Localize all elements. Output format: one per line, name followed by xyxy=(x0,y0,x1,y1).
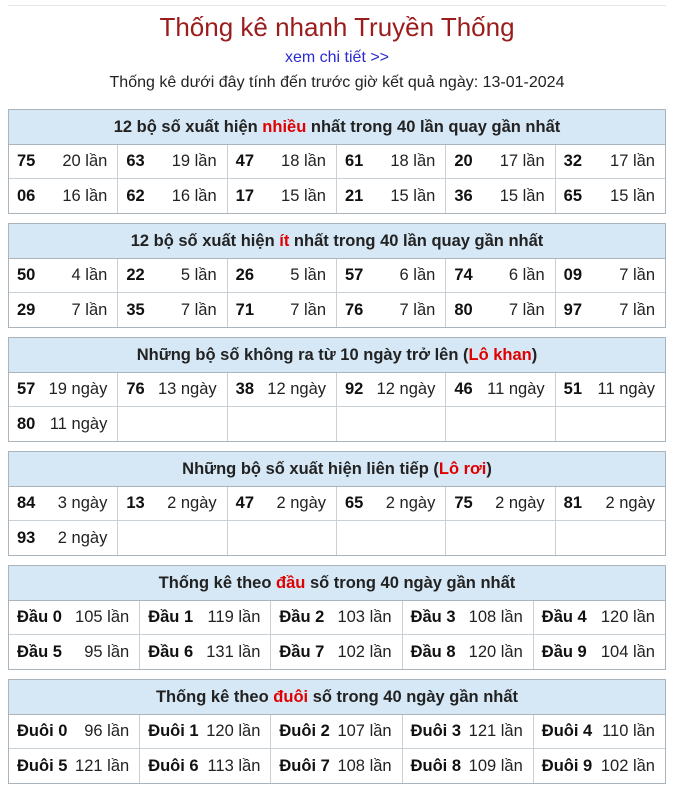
lo-khan-header: Những bộ số không ra từ 10 ngày trở lên (Lô khan) xyxy=(9,338,665,373)
page-title: Thống kê nhanh Truyền Thống xyxy=(159,12,515,42)
stat-cell: 80 11 ngày xyxy=(9,407,118,441)
stat-cell: 62 16 lần xyxy=(118,179,227,213)
highlight-word: ít xyxy=(279,232,290,250)
stat-cell: 51 11 ngày xyxy=(556,373,665,407)
lo-khan-row xyxy=(9,373,665,407)
duoi-table xyxy=(8,679,666,784)
highlight-word: Lô khan xyxy=(468,346,532,364)
lo-roi-row xyxy=(9,487,665,521)
stat-cell: 22 5 lần xyxy=(118,259,227,293)
stat-cell: 46 11 ngày xyxy=(446,373,555,407)
empty-cell xyxy=(228,521,337,555)
stat-cell: Đuôi 1 120 lần xyxy=(140,715,271,749)
stat-cell: 36 15 lần xyxy=(446,179,555,213)
least-frequent-table xyxy=(8,223,666,328)
dau-row xyxy=(9,635,665,669)
empty-cell xyxy=(118,407,227,441)
stat-cell: 75 2 ngày xyxy=(446,487,555,521)
stat-cell: 65 2 ngày xyxy=(337,487,446,521)
stat-cell: 13 2 ngày xyxy=(118,487,227,521)
stat-cell: 84 3 ngày xyxy=(9,487,118,521)
stat-cell: Đầu 7 102 lần xyxy=(271,635,402,669)
stat-cell: Đầu 6 131 lần xyxy=(140,635,271,669)
stat-cell: 76 13 ngày xyxy=(118,373,227,407)
stat-cell: 93 2 ngày xyxy=(9,521,118,555)
stat-cell: 29 7 lần xyxy=(9,293,118,327)
stat-cell: 09 7 lần xyxy=(556,259,665,293)
top-divider xyxy=(8,5,666,6)
most-frequent-table xyxy=(8,109,666,214)
stat-cell: Đuôi 8 109 lần xyxy=(403,749,534,783)
dau-table xyxy=(8,565,666,670)
stat-cell: 63 19 lần xyxy=(118,145,227,179)
stat-cell: 76 7 lần xyxy=(337,293,446,327)
stat-cell: Đầu 3 108 lần xyxy=(403,601,534,635)
stat-cell: 57 6 lần xyxy=(337,259,446,293)
duoi-row xyxy=(9,749,665,783)
highlight-word: đầu xyxy=(276,574,306,592)
empty-cell xyxy=(446,521,555,555)
stat-cell: Đầu 4 120 lần xyxy=(534,601,665,635)
stat-cell: 50 4 lần xyxy=(9,259,118,293)
stat-cell: 32 17 lần xyxy=(556,145,665,179)
stat-cell: 61 18 lần xyxy=(337,145,446,179)
stat-cell: 47 2 ngày xyxy=(228,487,337,521)
stat-cell: 71 7 lần xyxy=(228,293,337,327)
stat-cell: Đầu 0 105 lần xyxy=(9,601,140,635)
page-subtitle: Thống kê dưới đây tính đến trước giờ kết quả ngày: 13-01-2024 xyxy=(109,74,565,91)
detail-link[interactable]: xem chi tiết >> xyxy=(284,49,390,66)
stat-cell: 80 7 lần xyxy=(446,293,555,327)
empty-cell xyxy=(556,521,665,555)
stat-cell: Đuôi 2 107 lần xyxy=(271,715,402,749)
dau-row xyxy=(9,601,665,635)
empty-cell xyxy=(337,521,446,555)
stat-cell: Đầu 8 120 lần xyxy=(403,635,534,669)
stat-cell: 17 15 lần xyxy=(228,179,337,213)
stat-cell: 92 12 ngày xyxy=(337,373,446,407)
stat-cell: Đuôi 5 121 lần xyxy=(9,749,140,783)
least-frequent-header: 12 bộ số xuất hiện ít nhất trong 40 lần quay gần nhất xyxy=(9,224,665,259)
stat-cell: 75 20 lần xyxy=(9,145,118,179)
stat-cell: Đầu 9 104 lần xyxy=(541,642,655,661)
stat-cell: 57 19 ngày xyxy=(9,373,118,407)
stat-cell: 97 7 lần xyxy=(563,300,655,319)
highlight-word: Lô rơi xyxy=(438,460,487,478)
empty-cell xyxy=(228,407,337,441)
least-frequent-row xyxy=(9,293,665,327)
stat-cell: Đuôi 0 96 lần xyxy=(9,715,140,749)
stat-cell: 20 17 lần xyxy=(446,145,555,179)
empty-cell xyxy=(118,521,227,555)
duoi-header: Thống kê theo đuôi số trong 40 ngày gần nhất xyxy=(9,680,665,715)
stat-cell: 35 7 lần xyxy=(118,293,227,327)
stat-cell: 47 18 lần xyxy=(228,145,337,179)
most-frequent-header: 12 bộ số xuất hiện nhiều nhất trong 40 lần quay gần nhất xyxy=(9,110,665,145)
stat-cell: 06 16 lần xyxy=(9,179,118,213)
stat-cell: Đầu 2 103 lần xyxy=(271,601,402,635)
stat-cell: Đuôi 4 110 lần xyxy=(534,715,665,749)
dau-header: Thống kê theo đầu số trong 40 ngày gần nhất xyxy=(9,566,665,601)
stat-cell: 21 15 lần xyxy=(337,179,446,213)
stat-cell: 26 5 lần xyxy=(228,259,337,293)
highlight-word: nhiều xyxy=(262,118,307,136)
least-frequent-row xyxy=(9,259,665,293)
empty-cell xyxy=(337,407,446,441)
lo-roi-table xyxy=(8,451,666,556)
stat-cell: 65 15 lần xyxy=(563,186,655,205)
stat-cell: 74 6 lần xyxy=(446,259,555,293)
stat-cell: Đầu 1 119 lần xyxy=(140,601,271,635)
lo-khan-table xyxy=(8,337,666,442)
duoi-row xyxy=(9,715,665,749)
stat-cell: Đầu 5 95 lần xyxy=(9,635,140,669)
empty-cell xyxy=(556,407,665,441)
lo-khan-row xyxy=(9,407,665,441)
lo-roi-row xyxy=(9,521,665,555)
highlight-word: đuôi xyxy=(273,688,309,706)
stat-cell: Đuôi 3 121 lần xyxy=(403,715,534,749)
most-frequent-row xyxy=(9,145,665,179)
stat-cell: 38 12 ngày xyxy=(228,373,337,407)
stat-cell: Đuôi 7 108 lần xyxy=(271,749,402,783)
empty-cell xyxy=(446,407,555,441)
lo-roi-header: Những bộ số xuất hiện liên tiếp (Lô rơi) xyxy=(9,452,665,487)
stat-cell: Đuôi 9 102 lần xyxy=(541,756,655,775)
most-frequent-row xyxy=(9,179,665,213)
stat-cell: Đuôi 6 113 lần xyxy=(140,749,271,783)
stat-cell: 81 2 ngày xyxy=(556,487,665,521)
